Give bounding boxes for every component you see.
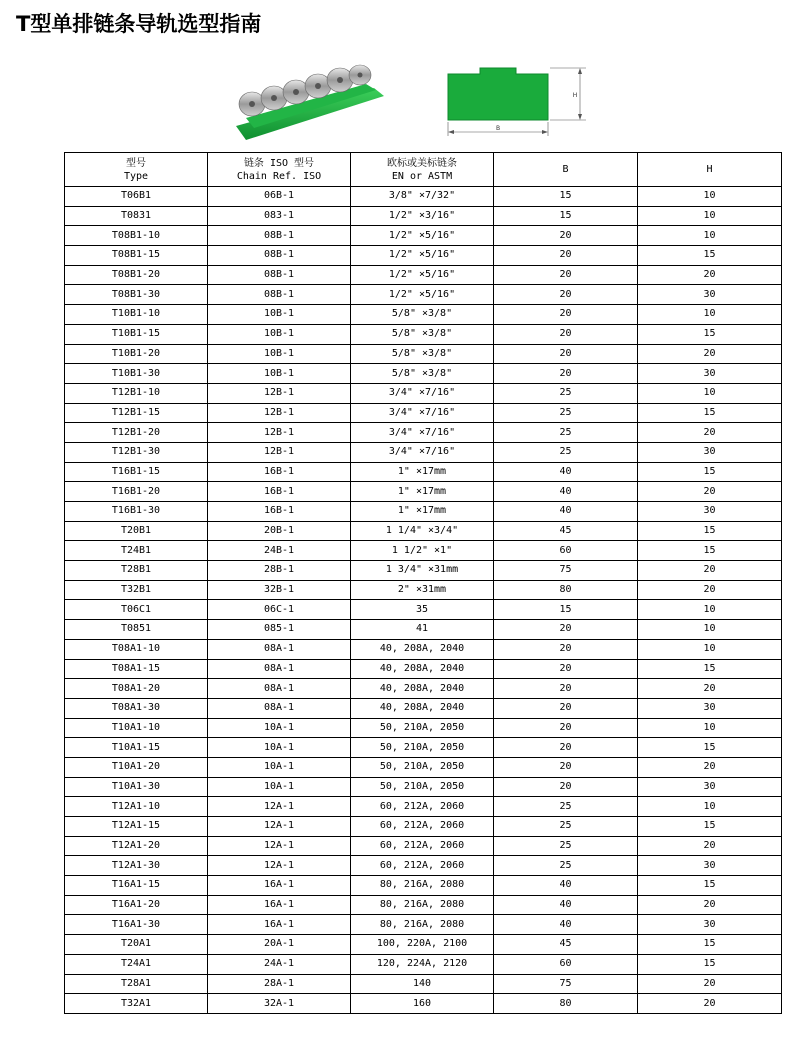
cell-type: T0851 — [65, 620, 208, 640]
cell-standard: 80, 216A, 2080 — [351, 915, 494, 935]
cell-iso: 20B-1 — [208, 521, 351, 541]
cell-type: T08A1-20 — [65, 679, 208, 699]
cell-standard: 40, 208A, 2040 — [351, 639, 494, 659]
cell-type: T12B1-15 — [65, 403, 208, 423]
cell-iso: 08B-1 — [208, 285, 351, 305]
cell-b: 75 — [494, 974, 638, 994]
cell-standard: 120, 224A, 2120 — [351, 954, 494, 974]
cell-standard: 3/4" ×7/16" — [351, 442, 494, 462]
cell-type: T08B1-15 — [65, 246, 208, 266]
cell-type: T24B1 — [65, 541, 208, 561]
cell-standard: 1" ×17mm — [351, 462, 494, 482]
cell-iso: 06C-1 — [208, 600, 351, 620]
header-standard: 欧标或美标链条 EN or ASTM — [351, 153, 494, 187]
cell-b: 20 — [494, 718, 638, 738]
table-row — [65, 423, 782, 443]
cell-iso: 10B-1 — [208, 305, 351, 325]
cell-iso: 10A-1 — [208, 757, 351, 777]
cell-iso: 10A-1 — [208, 777, 351, 797]
table-row — [65, 324, 782, 344]
dim-b-label: B — [495, 125, 501, 132]
cell-standard: 35 — [351, 600, 494, 620]
cell-b: 20 — [494, 285, 638, 305]
cell-type: T20A1 — [65, 935, 208, 955]
cell-iso: 12B-1 — [208, 383, 351, 403]
cell-b: 20 — [494, 777, 638, 797]
header-iso: 链条 ISO 型号 Chain Ref. ISO — [208, 153, 351, 187]
cell-standard: 1 3/4" ×31mm — [351, 561, 494, 581]
cell-standard: 1/2" ×3/16" — [351, 206, 494, 226]
cell-iso: 16B-1 — [208, 462, 351, 482]
cell-h: 30 — [638, 285, 782, 305]
cell-h: 10 — [638, 187, 782, 207]
table-row — [65, 246, 782, 266]
cell-b: 20 — [494, 265, 638, 285]
cell-b: 25 — [494, 423, 638, 443]
cell-b: 20 — [494, 246, 638, 266]
cell-iso: 08A-1 — [208, 659, 351, 679]
cell-iso: 08A-1 — [208, 679, 351, 699]
cell-type: T08B1-30 — [65, 285, 208, 305]
cell-type: T06B1 — [65, 187, 208, 207]
cell-type: T28A1 — [65, 974, 208, 994]
cell-h: 20 — [638, 580, 782, 600]
cell-h: 20 — [638, 974, 782, 994]
cell-b: 60 — [494, 954, 638, 974]
cell-type: T16B1-20 — [65, 482, 208, 502]
cell-type: T10A1-15 — [65, 738, 208, 758]
cell-type: T32A1 — [65, 994, 208, 1014]
cell-standard: 5/8" ×3/8" — [351, 305, 494, 325]
cell-iso: 08B-1 — [208, 226, 351, 246]
cell-type: T06C1 — [65, 600, 208, 620]
cell-b: 20 — [494, 620, 638, 640]
table-row — [65, 718, 782, 738]
cell-type: T10B1-20 — [65, 344, 208, 364]
cell-standard: 60, 212A, 2060 — [351, 797, 494, 817]
cell-b: 45 — [494, 935, 638, 955]
cell-type: T16A1-20 — [65, 895, 208, 915]
cell-type: T0831 — [65, 206, 208, 226]
cell-b: 75 — [494, 561, 638, 581]
cell-b: 20 — [494, 639, 638, 659]
table-row — [65, 383, 782, 403]
cell-standard: 40, 208A, 2040 — [351, 659, 494, 679]
cell-iso: 08B-1 — [208, 246, 351, 266]
cell-standard: 1 1/2" ×1" — [351, 541, 494, 561]
selection-table — [64, 152, 782, 1014]
cell-h: 15 — [638, 541, 782, 561]
cell-type: T08B1-10 — [65, 226, 208, 246]
cell-b: 25 — [494, 836, 638, 856]
cell-type: T10B1-15 — [65, 324, 208, 344]
cell-h: 15 — [638, 659, 782, 679]
table-row — [65, 836, 782, 856]
cell-standard: 60, 212A, 2060 — [351, 817, 494, 837]
cell-h: 30 — [638, 856, 782, 876]
cell-standard: 140 — [351, 974, 494, 994]
cell-iso: 12A-1 — [208, 856, 351, 876]
table-row — [65, 974, 782, 994]
cell-h: 20 — [638, 836, 782, 856]
cell-iso: 08B-1 — [208, 265, 351, 285]
cell-type: T08B1-20 — [65, 265, 208, 285]
cell-b: 20 — [494, 738, 638, 758]
cell-iso: 28B-1 — [208, 561, 351, 581]
table-row — [65, 639, 782, 659]
table-row — [65, 442, 782, 462]
cell-type: T28B1 — [65, 561, 208, 581]
cell-iso: 10A-1 — [208, 738, 351, 758]
table-row — [65, 757, 782, 777]
table-row — [65, 344, 782, 364]
cell-iso: 12A-1 — [208, 817, 351, 837]
cell-h: 10 — [638, 639, 782, 659]
table-row — [65, 856, 782, 876]
cell-standard: 3/8" ×7/32" — [351, 187, 494, 207]
cell-b: 25 — [494, 817, 638, 837]
cell-iso: 24A-1 — [208, 954, 351, 974]
cell-standard: 40, 208A, 2040 — [351, 679, 494, 699]
cell-standard: 1/2" ×5/16" — [351, 265, 494, 285]
table-row — [65, 403, 782, 423]
cell-b: 20 — [494, 698, 638, 718]
cell-b: 15 — [494, 600, 638, 620]
cell-iso: 12B-1 — [208, 403, 351, 423]
cell-standard: 50, 210A, 2050 — [351, 718, 494, 738]
cell-iso: 16A-1 — [208, 915, 351, 935]
cell-h: 15 — [638, 876, 782, 896]
cell-h: 15 — [638, 462, 782, 482]
cell-iso: 32A-1 — [208, 994, 351, 1014]
cell-h: 30 — [638, 442, 782, 462]
cell-iso: 08A-1 — [208, 639, 351, 659]
cell-h: 20 — [638, 482, 782, 502]
cell-h: 15 — [638, 935, 782, 955]
cell-standard: 3/4" ×7/16" — [351, 383, 494, 403]
cell-standard: 1" ×17mm — [351, 502, 494, 522]
cell-type: T08A1-15 — [65, 659, 208, 679]
table-row — [65, 521, 782, 541]
cell-b: 40 — [494, 895, 638, 915]
cell-b: 15 — [494, 206, 638, 226]
cell-b: 20 — [494, 305, 638, 325]
cell-b: 40 — [494, 462, 638, 482]
cell-type: T12A1-10 — [65, 797, 208, 817]
cell-iso: 12B-1 — [208, 423, 351, 443]
cell-iso: 24B-1 — [208, 541, 351, 561]
cell-standard: 40, 208A, 2040 — [351, 698, 494, 718]
cell-h: 20 — [638, 895, 782, 915]
cell-standard: 5/8" ×3/8" — [351, 364, 494, 384]
cell-iso: 083-1 — [208, 206, 351, 226]
cell-h: 10 — [638, 305, 782, 325]
table-row — [65, 462, 782, 482]
cell-b: 20 — [494, 344, 638, 364]
cell-b: 20 — [494, 364, 638, 384]
cell-h: 15 — [638, 817, 782, 837]
cell-standard: 60, 212A, 2060 — [351, 856, 494, 876]
cell-h: 20 — [638, 561, 782, 581]
cell-type: T20B1 — [65, 521, 208, 541]
cell-b: 20 — [494, 659, 638, 679]
cell-standard: 60, 212A, 2060 — [351, 836, 494, 856]
cell-h: 30 — [638, 698, 782, 718]
cell-iso: 12A-1 — [208, 836, 351, 856]
cell-b: 25 — [494, 856, 638, 876]
cell-iso: 12B-1 — [208, 442, 351, 462]
cell-standard: 5/8" ×3/8" — [351, 344, 494, 364]
cell-h: 10 — [638, 206, 782, 226]
table-row — [65, 876, 782, 896]
cell-b: 60 — [494, 541, 638, 561]
cell-type: T10B1-10 — [65, 305, 208, 325]
cell-standard: 80, 216A, 2080 — [351, 895, 494, 915]
cell-h: 20 — [638, 265, 782, 285]
cell-h: 10 — [638, 226, 782, 246]
table-row — [65, 915, 782, 935]
header-b: B — [494, 153, 638, 187]
table-row — [65, 954, 782, 974]
cell-type: T10A1-10 — [65, 718, 208, 738]
header-h: H — [638, 153, 782, 187]
cell-type: T08A1-10 — [65, 639, 208, 659]
cell-h: 10 — [638, 383, 782, 403]
cell-type: T10B1-30 — [65, 364, 208, 384]
cell-type: T32B1 — [65, 580, 208, 600]
cell-iso: 10A-1 — [208, 718, 351, 738]
cell-h: 15 — [638, 246, 782, 266]
cell-iso: 10B-1 — [208, 364, 351, 384]
table-row — [65, 502, 782, 522]
cell-type: T10A1-20 — [65, 757, 208, 777]
cell-h: 10 — [638, 718, 782, 738]
cell-iso: 32B-1 — [208, 580, 351, 600]
cell-standard: 50, 210A, 2050 — [351, 777, 494, 797]
cell-b: 45 — [494, 521, 638, 541]
cell-iso: 085-1 — [208, 620, 351, 640]
table-row — [65, 698, 782, 718]
cell-standard: 1/2" ×5/16" — [351, 285, 494, 305]
cell-iso: 16B-1 — [208, 502, 351, 522]
table-row — [65, 482, 782, 502]
table-row — [65, 265, 782, 285]
cell-b: 40 — [494, 502, 638, 522]
table-row — [65, 285, 782, 305]
cell-type: T16B1-15 — [65, 462, 208, 482]
cell-b: 20 — [494, 226, 638, 246]
cell-b: 25 — [494, 797, 638, 817]
cell-b: 20 — [494, 679, 638, 699]
cell-b: 40 — [494, 915, 638, 935]
cell-iso: 10B-1 — [208, 324, 351, 344]
cell-iso: 16A-1 — [208, 895, 351, 915]
header-type: 型号 Type — [65, 153, 208, 187]
cell-type: T12A1-30 — [65, 856, 208, 876]
cell-b: 20 — [494, 757, 638, 777]
table-row — [65, 600, 782, 620]
cell-type: T16B1-30 — [65, 502, 208, 522]
cell-type: T12A1-20 — [65, 836, 208, 856]
cell-iso: 10B-1 — [208, 344, 351, 364]
cell-h: 20 — [638, 423, 782, 443]
cell-h: 15 — [638, 324, 782, 344]
cell-h: 30 — [638, 364, 782, 384]
table-row — [65, 994, 782, 1014]
table-row — [65, 620, 782, 640]
cell-b: 80 — [494, 580, 638, 600]
cell-b: 25 — [494, 403, 638, 423]
cell-standard: 50, 210A, 2050 — [351, 757, 494, 777]
cell-h: 15 — [638, 954, 782, 974]
cell-h: 20 — [638, 344, 782, 364]
cell-standard: 1" ×17mm — [351, 482, 494, 502]
cell-standard: 3/4" ×7/16" — [351, 403, 494, 423]
table-row — [65, 738, 782, 758]
table-row — [65, 541, 782, 561]
cell-b: 20 — [494, 324, 638, 344]
table-row — [65, 187, 782, 207]
cell-type: T12B1-30 — [65, 442, 208, 462]
cell-h: 30 — [638, 502, 782, 522]
cell-h: 10 — [638, 797, 782, 817]
cell-h: 15 — [638, 521, 782, 541]
cell-type: T16A1-30 — [65, 915, 208, 935]
page-title: T型单排链条导轨选型指南 — [16, 12, 262, 36]
cell-type: T12A1-15 — [65, 817, 208, 837]
rail-profile-diagram — [436, 64, 596, 148]
cell-type: T08A1-30 — [65, 698, 208, 718]
table-row — [65, 817, 782, 837]
cell-h: 10 — [638, 620, 782, 640]
cell-type: T16A1-15 — [65, 876, 208, 896]
table-row — [65, 305, 782, 325]
cell-iso: 08A-1 — [208, 698, 351, 718]
table-row — [65, 679, 782, 699]
cell-b: 40 — [494, 482, 638, 502]
cell-type: T12B1-10 — [65, 383, 208, 403]
cell-b: 40 — [494, 876, 638, 896]
cell-h: 10 — [638, 600, 782, 620]
cell-type: T24A1 — [65, 954, 208, 974]
cell-h: 30 — [638, 915, 782, 935]
table-row — [65, 580, 782, 600]
cell-type: T12B1-20 — [65, 423, 208, 443]
cell-standard: 1/2" ×5/16" — [351, 226, 494, 246]
cell-iso: 12A-1 — [208, 797, 351, 817]
chain-on-rail-photo — [228, 60, 388, 144]
cell-iso: 20A-1 — [208, 935, 351, 955]
cell-standard: 50, 210A, 2050 — [351, 738, 494, 758]
cell-iso: 06B-1 — [208, 187, 351, 207]
cell-h: 20 — [638, 679, 782, 699]
cell-b: 80 — [494, 994, 638, 1014]
table-row — [65, 797, 782, 817]
table-header-row — [65, 153, 782, 187]
cell-standard: 1 1/4" ×3/4" — [351, 521, 494, 541]
cell-h: 30 — [638, 777, 782, 797]
cell-b: 25 — [494, 383, 638, 403]
cell-standard: 41 — [351, 620, 494, 640]
rail-cross-section — [448, 68, 548, 120]
cell-standard: 160 — [351, 994, 494, 1014]
cell-standard: 3/4" ×7/16" — [351, 423, 494, 443]
cell-iso: 16B-1 — [208, 482, 351, 502]
cell-h: 15 — [638, 738, 782, 758]
table-row — [65, 561, 782, 581]
cell-standard: 2" ×31mm — [351, 580, 494, 600]
cell-standard: 1/2" ×5/16" — [351, 246, 494, 266]
dim-h-label: H — [572, 92, 578, 99]
table-row — [65, 935, 782, 955]
table-row — [65, 364, 782, 384]
cell-h: 20 — [638, 994, 782, 1014]
table-row — [65, 777, 782, 797]
cell-standard: 80, 216A, 2080 — [351, 876, 494, 896]
cell-standard: 100, 220A, 2100 — [351, 935, 494, 955]
cell-h: 20 — [638, 757, 782, 777]
cell-iso: 16A-1 — [208, 876, 351, 896]
cell-h: 15 — [638, 403, 782, 423]
table-row — [65, 895, 782, 915]
table-row — [65, 659, 782, 679]
table-row — [65, 206, 782, 226]
table-row — [65, 226, 782, 246]
cell-standard: 5/8" ×3/8" — [351, 324, 494, 344]
cell-iso: 28A-1 — [208, 974, 351, 994]
cell-b: 15 — [494, 187, 638, 207]
cell-type: T10A1-30 — [65, 777, 208, 797]
cell-b: 25 — [494, 442, 638, 462]
